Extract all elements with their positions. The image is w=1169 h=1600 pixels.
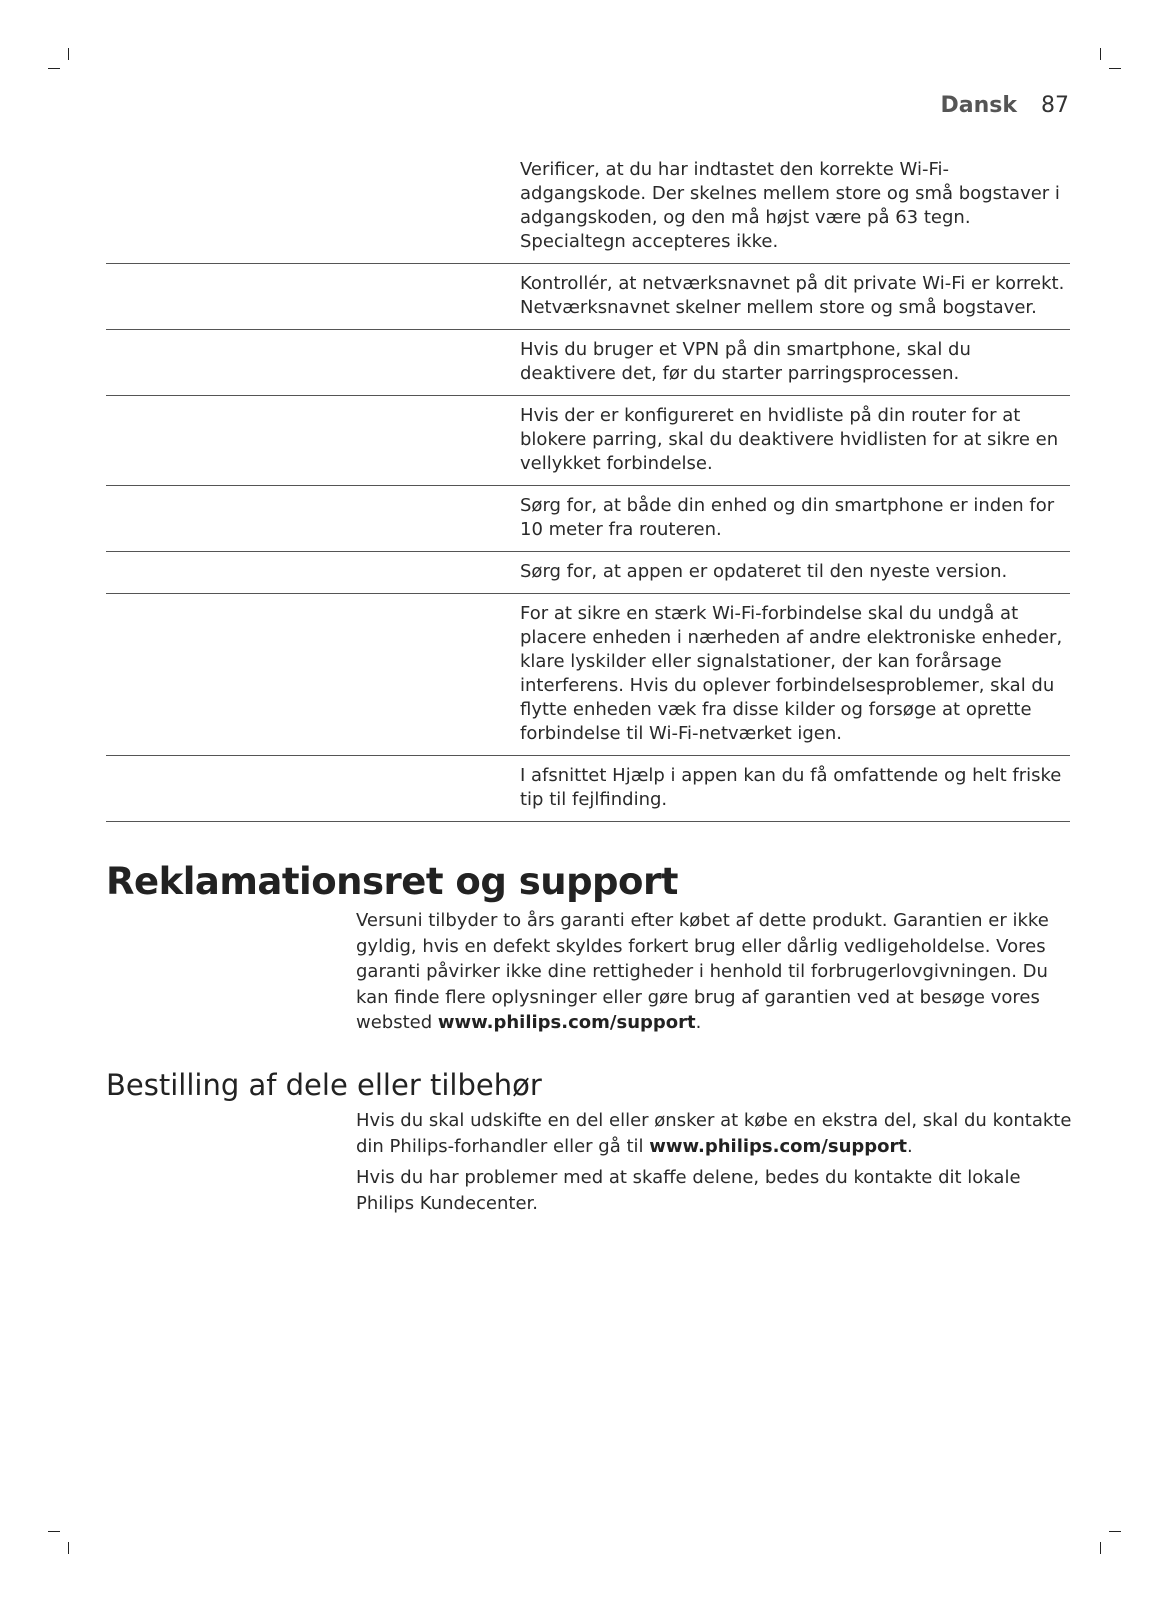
support-link[interactable]: www.philips.com/support xyxy=(649,1135,907,1157)
warranty-text: Versuni tilbyder to års garanti efter købet af dette produkt. Garantien er ikke gyldig, hvis en defekt skyldes forkert brug eller dårlig vedligeholdelse. Vores garanti påvirker ikke dine rettigheder i henhold til forbrugerlovgivningen. Du kan finde flere oplysninger eller gøre brug af garantien ved at besøge vores websted xyxy=(356,910,1049,1033)
problem-cell xyxy=(106,330,520,395)
table-row xyxy=(106,329,1070,395)
table-row xyxy=(106,263,1070,329)
crop-mark xyxy=(68,1542,69,1554)
warranty-paragraph xyxy=(356,908,1072,1036)
parts-text: Hvis du skal udskifte en del eller ønsker at købe en ekstra del, skal du kontakte din Philips-forhandler eller gå til xyxy=(356,1110,1072,1157)
table-row xyxy=(106,593,1070,755)
crop-mark xyxy=(1100,1542,1101,1554)
table-row xyxy=(106,395,1070,485)
solution-cell: Hvis du bruger et VPN på din smartphone, skal du deaktivere det, før du starter parringsprocessen. xyxy=(520,339,971,384)
solution-cell: Kontrollér, at netværksnavnet på dit private Wi-Fi er korrekt. Netværksnavnet skelner mellem store og små bogstaver. xyxy=(520,273,1065,318)
page-header xyxy=(941,92,1070,120)
warranty-body xyxy=(356,908,1072,1042)
parts-end: . xyxy=(907,1135,913,1157)
problem-cell xyxy=(106,396,520,485)
parts-paragraph xyxy=(356,1108,1072,1159)
table-row xyxy=(106,551,1070,593)
crop-mark xyxy=(1100,48,1101,60)
warranty-end: . xyxy=(695,1012,702,1033)
solution-cell: I afsnittet Hjælp i appen kan du få omfattende og helt friske tip til fejlfinding. xyxy=(520,765,1062,810)
crop-mark xyxy=(48,1531,60,1532)
solution-cell: Hvis der er konfigureret en hvidliste på din router for at blokere parring, skal du deaktivere hvidlisten for at sikre en vellykket forbindelse. xyxy=(520,405,1059,474)
solution-cell: For at sikre en stærk Wi-Fi-forbindelse skal du undgå at placere enheden i nærheden af andre elektroniske enheder, klare lyskilder eller signalstationer, der kan forårsage interferens. Hvis du oplever forbindelsesproblemer, skal du flytte enheden væk fra disse kilder og forsøge at oprette forbindelse til Wi-Fi-netværket igen. xyxy=(520,603,1063,744)
crop-mark xyxy=(48,68,60,69)
crop-mark xyxy=(68,48,69,60)
problem-cell xyxy=(106,756,520,821)
page-number: 87 xyxy=(1041,93,1069,118)
parts-paragraph: Hvis du har problemer med at skaffe delene, bedes du kontakte dit lokale Philips Kundecenter. xyxy=(356,1167,1021,1214)
crop-mark xyxy=(1109,68,1121,69)
language-label: Dansk xyxy=(940,93,1017,118)
problem-cell xyxy=(106,264,520,329)
problem-cell xyxy=(106,594,520,755)
solution-cell: Sørg for, at både din enhed og din smartphone er inden for 10 meter fra routeren. xyxy=(520,495,1055,540)
parts-body xyxy=(356,1108,1072,1222)
solution-cell: Sørg for, at appen er opdateret til den nyeste version. xyxy=(520,561,1008,582)
problem-cell xyxy=(106,486,520,551)
problem-cell xyxy=(106,552,520,593)
table-row xyxy=(106,150,1070,263)
crop-mark xyxy=(1109,1531,1121,1532)
table-row xyxy=(106,755,1070,821)
support-link[interactable]: www.philips.com/support xyxy=(437,1012,696,1033)
table-row xyxy=(106,485,1070,551)
solution-cell: Verificer, at du har indtastet den korrekte Wi-Fi-adgangskode. Der skelnes mellem store og små bogstaver i adgangskoden, og den må højst være på 63 tegn. Specialtegn accepteres ikke. xyxy=(520,159,1060,252)
troubleshooting-table xyxy=(106,150,1070,822)
warranty-heading: Reklamationsret og support xyxy=(106,860,678,903)
problem-cell xyxy=(106,150,520,263)
parts-heading: Bestilling af dele eller tilbehør xyxy=(106,1068,542,1102)
